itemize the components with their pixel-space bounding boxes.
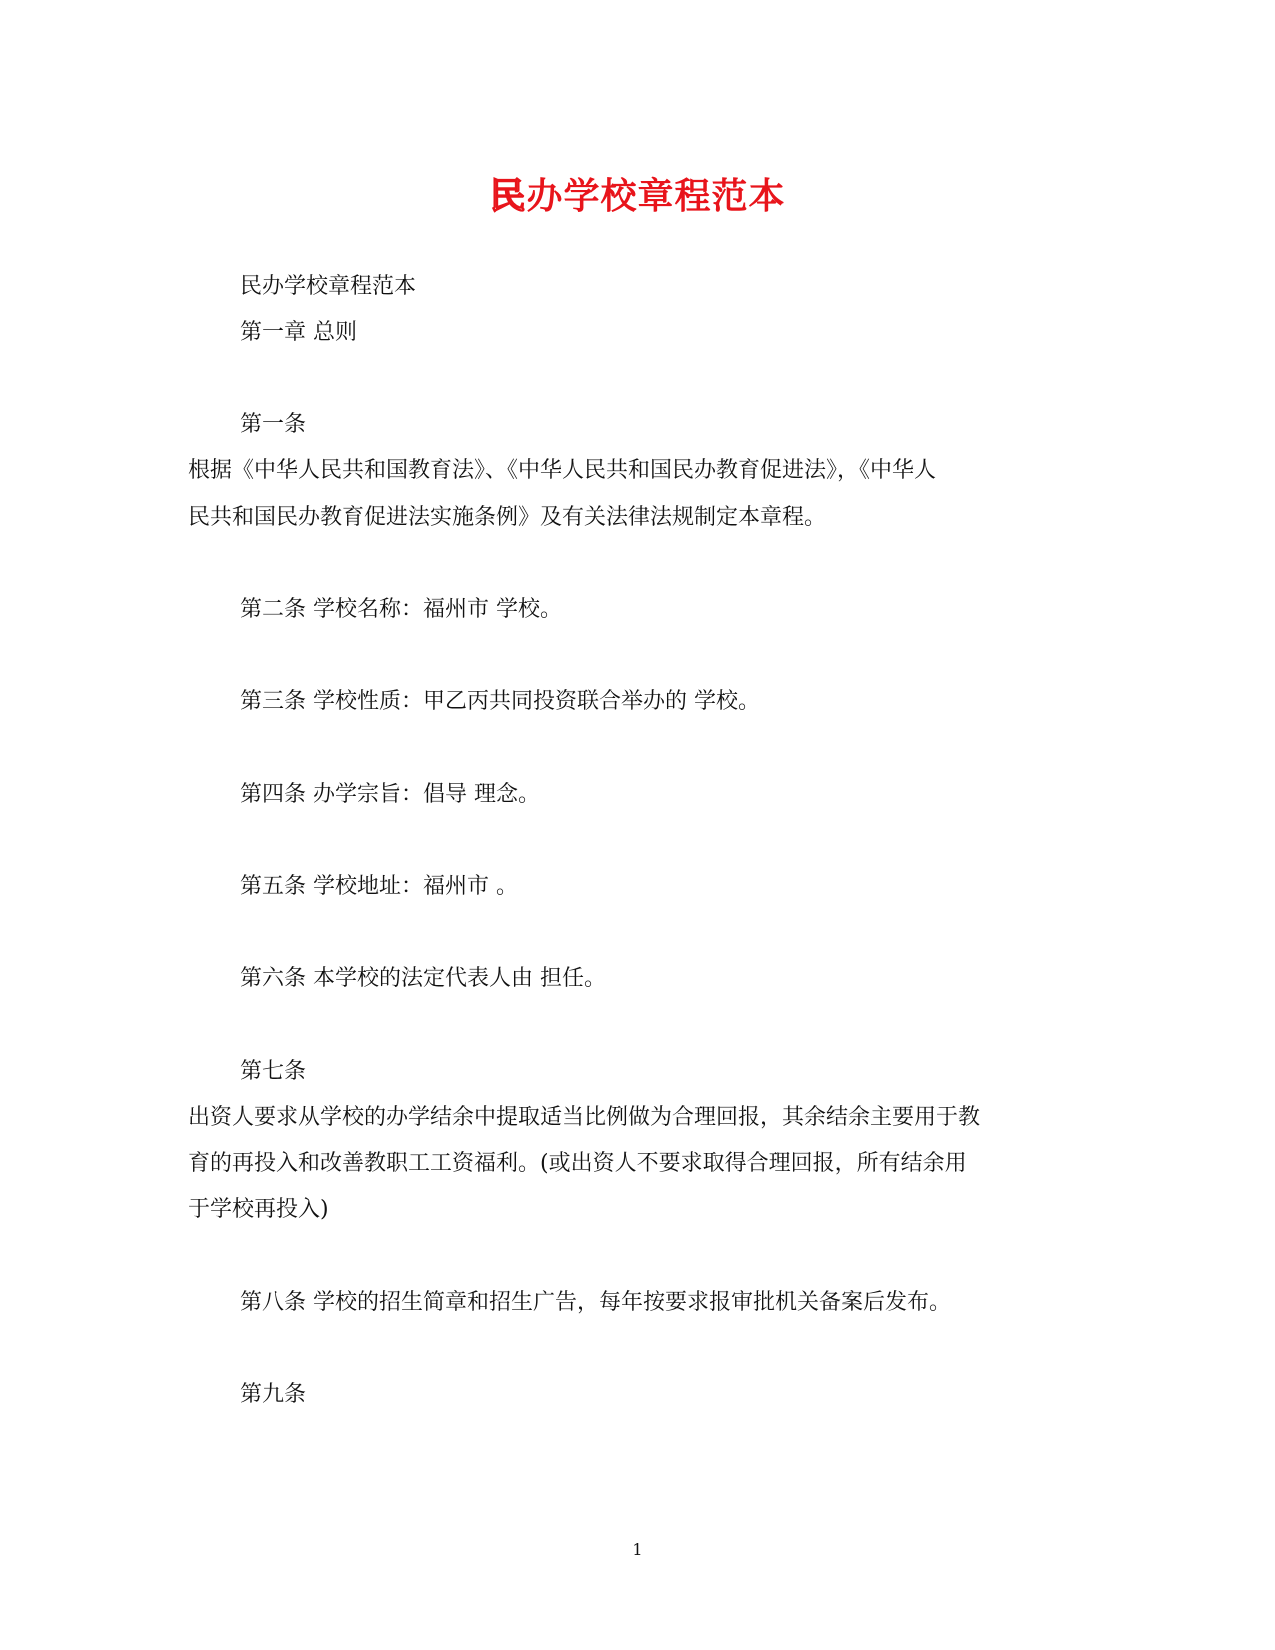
article-4: 第四条 办学宗旨：倡导 理念。: [240, 782, 540, 807]
page-number: 1: [632, 1540, 643, 1559]
document-title: [0, 168, 1275, 219]
chapter-heading: 第一章 总则: [240, 320, 357, 345]
subtitle-line: 民办学校章程范本: [240, 274, 417, 299]
article-6: 第六条 本学校的法定代表人由 担任。: [240, 966, 606, 991]
article-3: 第三条 学校性质：甲乙丙共同投资联合举办的 学校。: [240, 689, 760, 714]
article-7-heading: 第七条: [240, 1059, 307, 1084]
article-9-heading: 第九条: [240, 1382, 307, 1407]
title-first-character: 民: [489, 176, 527, 217]
article-7-body-line-2: 育的再投入和改善教职工工资福利。(或出资人不要求取得合理回报，所有结余用: [188, 1151, 967, 1176]
article-5: 第五条 学校地址：福州市 。: [240, 874, 518, 899]
title-text: 办学校章程范本: [526, 176, 786, 217]
article-8: 第八条 学校的招生简章和招生广告，每年按要求报审批机关备案后发布。: [240, 1290, 951, 1315]
article-1-heading: 第一条: [240, 412, 307, 437]
article-1-body-line-1: 根据《中华人民共和国教育法》、《中华人民共和国民办教育促进法》，《中华人: [188, 458, 937, 483]
article-7-body-line-1: 出资人要求从学校的办学结余中提取适当比例做为合理回报，其余结余主要用于教: [188, 1105, 981, 1130]
article-7-body-line-3: 于学校再投入): [188, 1197, 329, 1222]
article-2: 第二条 学校名称：福州市 学校。: [240, 597, 562, 622]
article-1-body-line-2: 民共和国民办教育促进法实施条例》及有关法律法规制定本章程。: [188, 505, 827, 530]
